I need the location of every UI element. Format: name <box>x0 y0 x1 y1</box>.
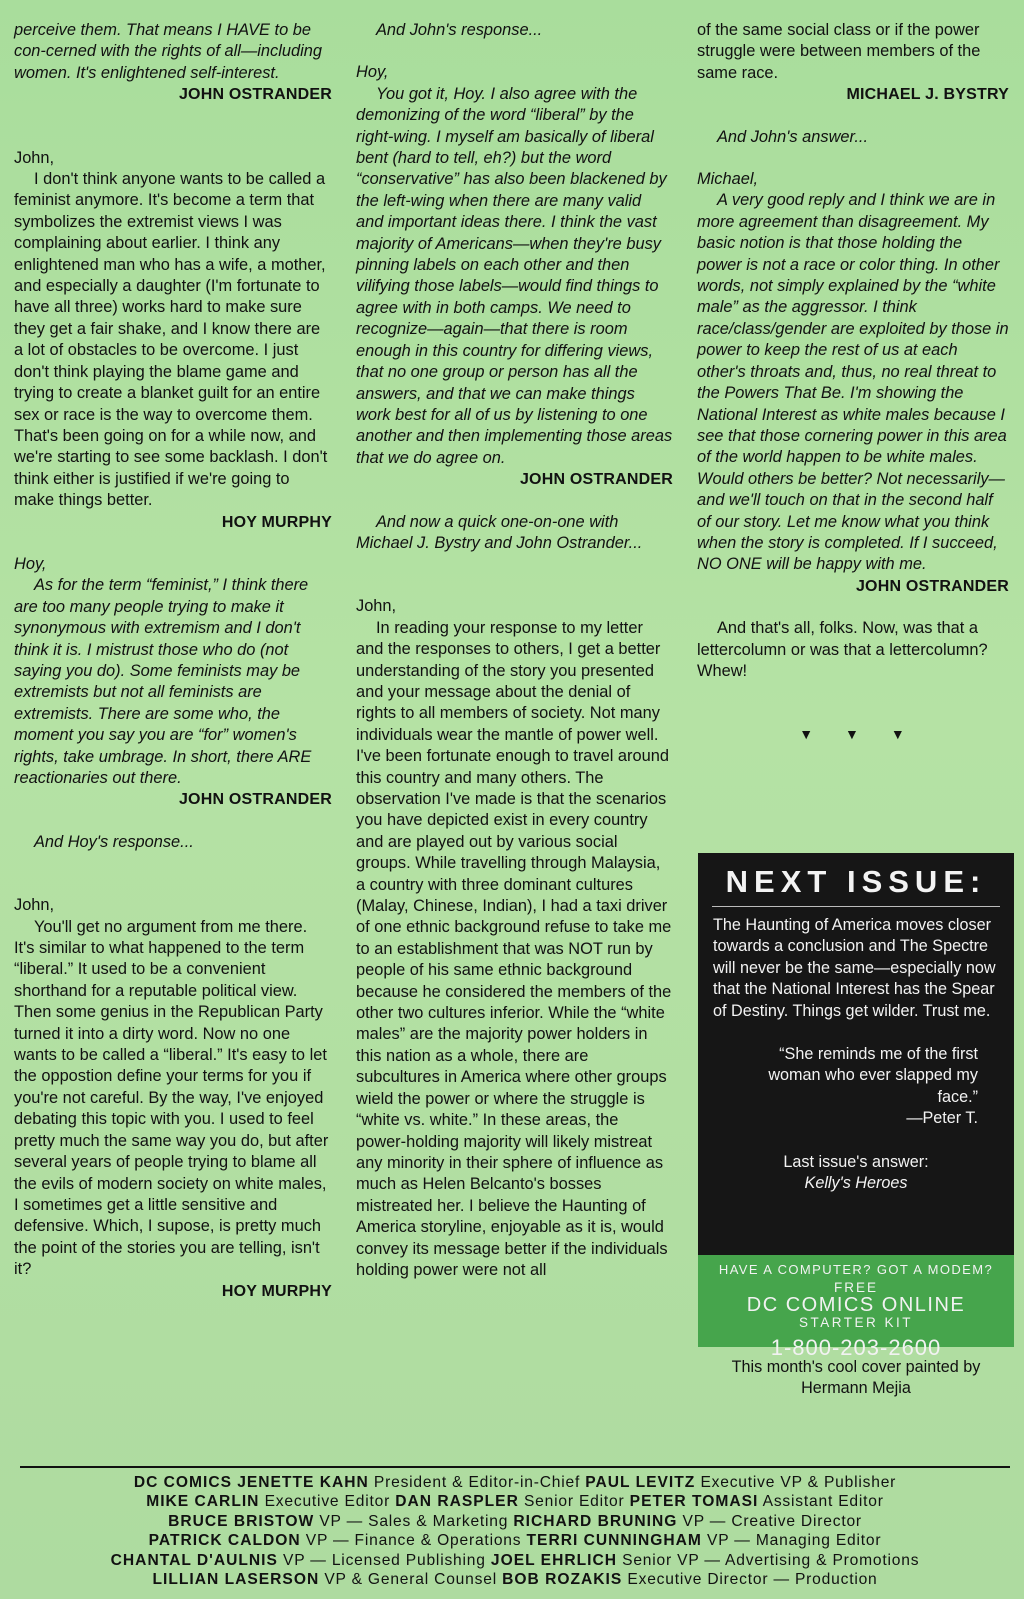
letter-signature: JOHN OSTRANDER <box>178 791 332 809</box>
spacer <box>14 811 332 832</box>
staff-name: MIKE CARLIN <box>146 1493 260 1511</box>
staff-role: VP — Finance & Operations <box>300 1532 522 1550</box>
dc-online-promo <box>698 1255 1014 1360</box>
staff-role: VP & General Counsel <box>319 1571 497 1589</box>
letter-signature: JOHN OSTRANDER <box>855 577 1009 595</box>
staff-role: Executive VP & Publisher <box>695 1474 897 1491</box>
letter-paragraph: In reading your response to my letter and the responses to others, I get a better understanding of the story you presented and your message about the denial of rights to all members of society. Not many individuals wear the mantle of power well. I've been fortunate enough to travel around this country and many others. The observation I've made is that the scenarios you have depicted exist in every country and are played out by various social groups. While travelling through Malaysia, a country with three dominant cultures (Malay, Chinese, Indian), I had a taxi driver of one ethnic background refuse to take me to an establishment that was NOT run by people of his same ethnic background because he considered the members of the other two cultures inferior. While the “white males” are the majority power holders in this nation as a whole, there are subcultures in America where other groups wield the power or where the struggle is “white vs. white.” In these areas, the power-holding majority will likely mistreat any minority in their sphere of influence as much as Helen Belcanto's bosses mistreated her. I believe the Haunting of America storyline, enjoyable as it is, would convey its message better if the individuals holding power were not all <box>356 618 672 1279</box>
staff-role: Executive Director — Production <box>622 1571 878 1589</box>
staff-name: BOB ROZAKIS <box>502 1571 623 1589</box>
staff-name: RICHARD BRUNING <box>513 1512 678 1530</box>
spacer <box>14 853 332 895</box>
staff-name: DAN RASPLER <box>395 1493 519 1511</box>
letter-signature: JOHN OSTRANDER <box>519 471 673 489</box>
letter-signature: MICHAEL J. BYSTRY <box>846 86 1009 104</box>
staff-role: Senior Editor <box>518 1493 625 1511</box>
staff-masthead <box>20 1473 1010 1589</box>
promo-subtitle: STARTER KIT <box>798 1315 913 1330</box>
answer-text: Kelly's Heroes <box>804 1174 908 1193</box>
staff-name: PAUL LEVITZ <box>585 1474 696 1491</box>
letter-paragraph: And now a quick one-on-one with Michael J. Bystry and John Ostrander... <box>356 512 643 552</box>
promo-phone: 1-800-203-2600 <box>770 1335 942 1360</box>
spacer <box>356 554 673 596</box>
letter-paragraph: You'll get no argument from me there. It's similar to what happened to the term “liberal.” It used to be a convenient shorthand for a reputable political view. Then some genius in the Republican Party turned it into a dirty word. Now no one wants to be called a “liberal.” It's easy to let the oppostion define your terms for you if you're not careful. By the way, I've enjoyed debating this topic with you. I used to feel pretty much the same way you do, but after several years of people trying to blame all the evils of modern society on white males, I sometimes get a little sensitive and defensive. Which, I supose, is pretty much the point of the stories you are telling, isn't it? <box>14 917 329 1279</box>
spacer <box>356 41 673 62</box>
letter-paragraph: A very good reply and I think we are in more agreement than disagreement. My basic notion is that those holding the power is not a race or color thing. In other words, not simply explained by the “white male” as the aggressor. I think race/class/gender are exploited by those in power to keep the rest of us at each other's throats and, thus, no real threat to the Powers That Be. I'm showing the National Interest as white males because I see that those cornering power in this area of the world happen to be white males. Would others be better? Not necessarily—and we'll touch on that in the second half of our story. Let me know what you think when the story is completed. If I succeed, NO ONE will be happy with me. <box>697 191 1009 574</box>
promo-title: DC COMICS ONLINE <box>746 1294 966 1316</box>
staff-name: PETER TOMASI <box>629 1493 759 1511</box>
spacer <box>697 106 1009 127</box>
staff-name: PATRICK CALDON <box>148 1532 301 1550</box>
letter-paragraph: And John's answer... <box>717 127 869 146</box>
letter-column-3 <box>697 20 1009 746</box>
spacer <box>697 148 1009 169</box>
next-issue-box <box>698 853 1014 1255</box>
spacer <box>697 682 1009 724</box>
staff-name: CHANTAL D'AULNIS <box>110 1551 278 1569</box>
staff-name: BRUCE BRISTOW <box>168 1512 315 1530</box>
staff-role: VP — Licensed Publishing <box>277 1551 486 1569</box>
staff-role: Assistant Editor <box>758 1493 884 1511</box>
letter-paragraph: John, <box>14 896 55 915</box>
cover-credit: This month's cool cover painted by Hermann Mejia <box>731 1358 981 1398</box>
letter-paragraph: Hoy, <box>356 63 389 82</box>
letter-signature: HOY MURPHY <box>221 1282 332 1300</box>
section-end-marks: ▼▼▼ <box>799 726 937 743</box>
masthead-line <box>20 1473 1010 1492</box>
masthead-line <box>20 1512 1010 1531</box>
staff-name: JENETTE KAHN <box>237 1474 369 1491</box>
trivia-quote-attribution: —Peter T. <box>906 1109 978 1128</box>
trivia-quote <box>698 1044 1014 1130</box>
next-issue-title: NEXT ISSUE: <box>712 864 1000 907</box>
masthead-line <box>20 1531 1010 1550</box>
letter-paragraph: Hoy, <box>14 554 47 573</box>
letter-signature: HOY MURPHY <box>221 513 332 531</box>
staff-name: DC COMICS <box>133 1474 233 1491</box>
letter-paragraph: perceive them. That means I HAVE to be con-cerned with the rights of all—including women. It's enlightened self-interest. <box>14 21 322 82</box>
letter-column-2 <box>356 20 673 1281</box>
spacer <box>356 491 673 512</box>
letter-paragraph: Michael, <box>697 170 759 189</box>
staff-role: President & Editor-in-Chief <box>368 1474 581 1491</box>
staff-name: JOEL EHRLICH <box>490 1551 617 1569</box>
letter-paragraph: John, <box>356 597 397 616</box>
letter-paragraph: of the same social class or if the power struggle were between members of the same race. <box>697 21 981 82</box>
spacer <box>697 597 1009 618</box>
masthead-line <box>20 1570 1010 1589</box>
letter-paragraph: And that's all, folks. Now, was that a lettercolumn or was that a lettercolumn? Whew! <box>697 619 988 680</box>
letter-signature: JOHN OSTRANDER <box>178 86 332 104</box>
staff-name: TERRI CUNNINGHAM <box>526 1532 702 1550</box>
masthead-divider <box>20 1466 1010 1468</box>
masthead-line <box>20 1551 1010 1570</box>
letter-paragraph: I don't think anyone wants to be called a feminist anymore. It's become a term that symbolizes the extremist views I was complaining about earlier. I think any enlightened man who has a wife, a mother, and especially a daughter (I'm fortunate to have all three) works hard to make sure they get a fair shake, and I know there are a lot of obstacles to be overcome. I just don't think playing the blame game and trying to create a blanket guilt for an entire sex or race is the way to overcome them. That's been going on for a while now, and we're starting to see some backlash. I don't think either is justified if we're going to make things better. <box>14 170 328 510</box>
staff-role: VP — Creative Director <box>677 1512 862 1530</box>
letter-paragraph: John, <box>14 148 55 167</box>
spacer <box>14 533 332 554</box>
letter-paragraph: And Hoy's response... <box>34 832 194 851</box>
letter-paragraph: As for the term “feminist,” I think there are too many people trying to make it synonymous with extremism and I don't think it is. I mistrust those who do (not saying you do). Some feminists may be extremists but not all feminists are extremists. There are some who, the moment you say you are “for” women's rights, take umbrage. In short, there ARE reactionaries out there. <box>14 576 312 787</box>
next-issue-blurb: The Haunting of America moves closer towards a conclusion and The Spectre will never be the same—especially now that the National Interest has the Spear of Destiny. Things get wilder. Trust me. <box>713 916 996 1020</box>
staff-role: Executive Editor <box>259 1493 391 1511</box>
promo-free: FREE <box>833 1280 878 1295</box>
letter-paragraph: And John's response... <box>376 21 543 39</box>
letter-column-1 <box>14 20 332 1302</box>
staff-role: VP — Managing Editor <box>701 1532 882 1550</box>
staff-role: VP — Sales & Marketing <box>314 1512 509 1530</box>
promo-headline: HAVE A COMPUTER? GOT A MODEM? <box>718 1262 994 1277</box>
masthead-line <box>20 1492 1010 1511</box>
last-issue-answer <box>698 1152 1014 1195</box>
staff-role: Senior VP — Advertising & Promotions <box>616 1551 920 1569</box>
answer-label: Last issue's answer: <box>783 1152 929 1171</box>
spacer <box>14 106 332 148</box>
letter-paragraph: You got it, Hoy. I also agree with the demonizing of the word “liberal” by the right-wing. I myself am basically of liberal bent (hard to tell, eh?) but the word “conservative” has also been blackened by the left-wing when there are many valid and important ideas there. I think the vast majority of Americans—when they're busy pinning labels on each other and then vilifying those labels—would find things to agree with in both camps. We need to recognize—again—that there is room enough in this country for differing views, that no one group or person has all the answers, and that we can make things work best for all of us by listening to one another and then implementing those areas that we do agree on. <box>356 84 673 467</box>
trivia-quote-text: “She reminds me of the first woman who ever slapped my face.” <box>768 1045 978 1106</box>
staff-name: LILLIAN LASERSON <box>152 1571 320 1589</box>
